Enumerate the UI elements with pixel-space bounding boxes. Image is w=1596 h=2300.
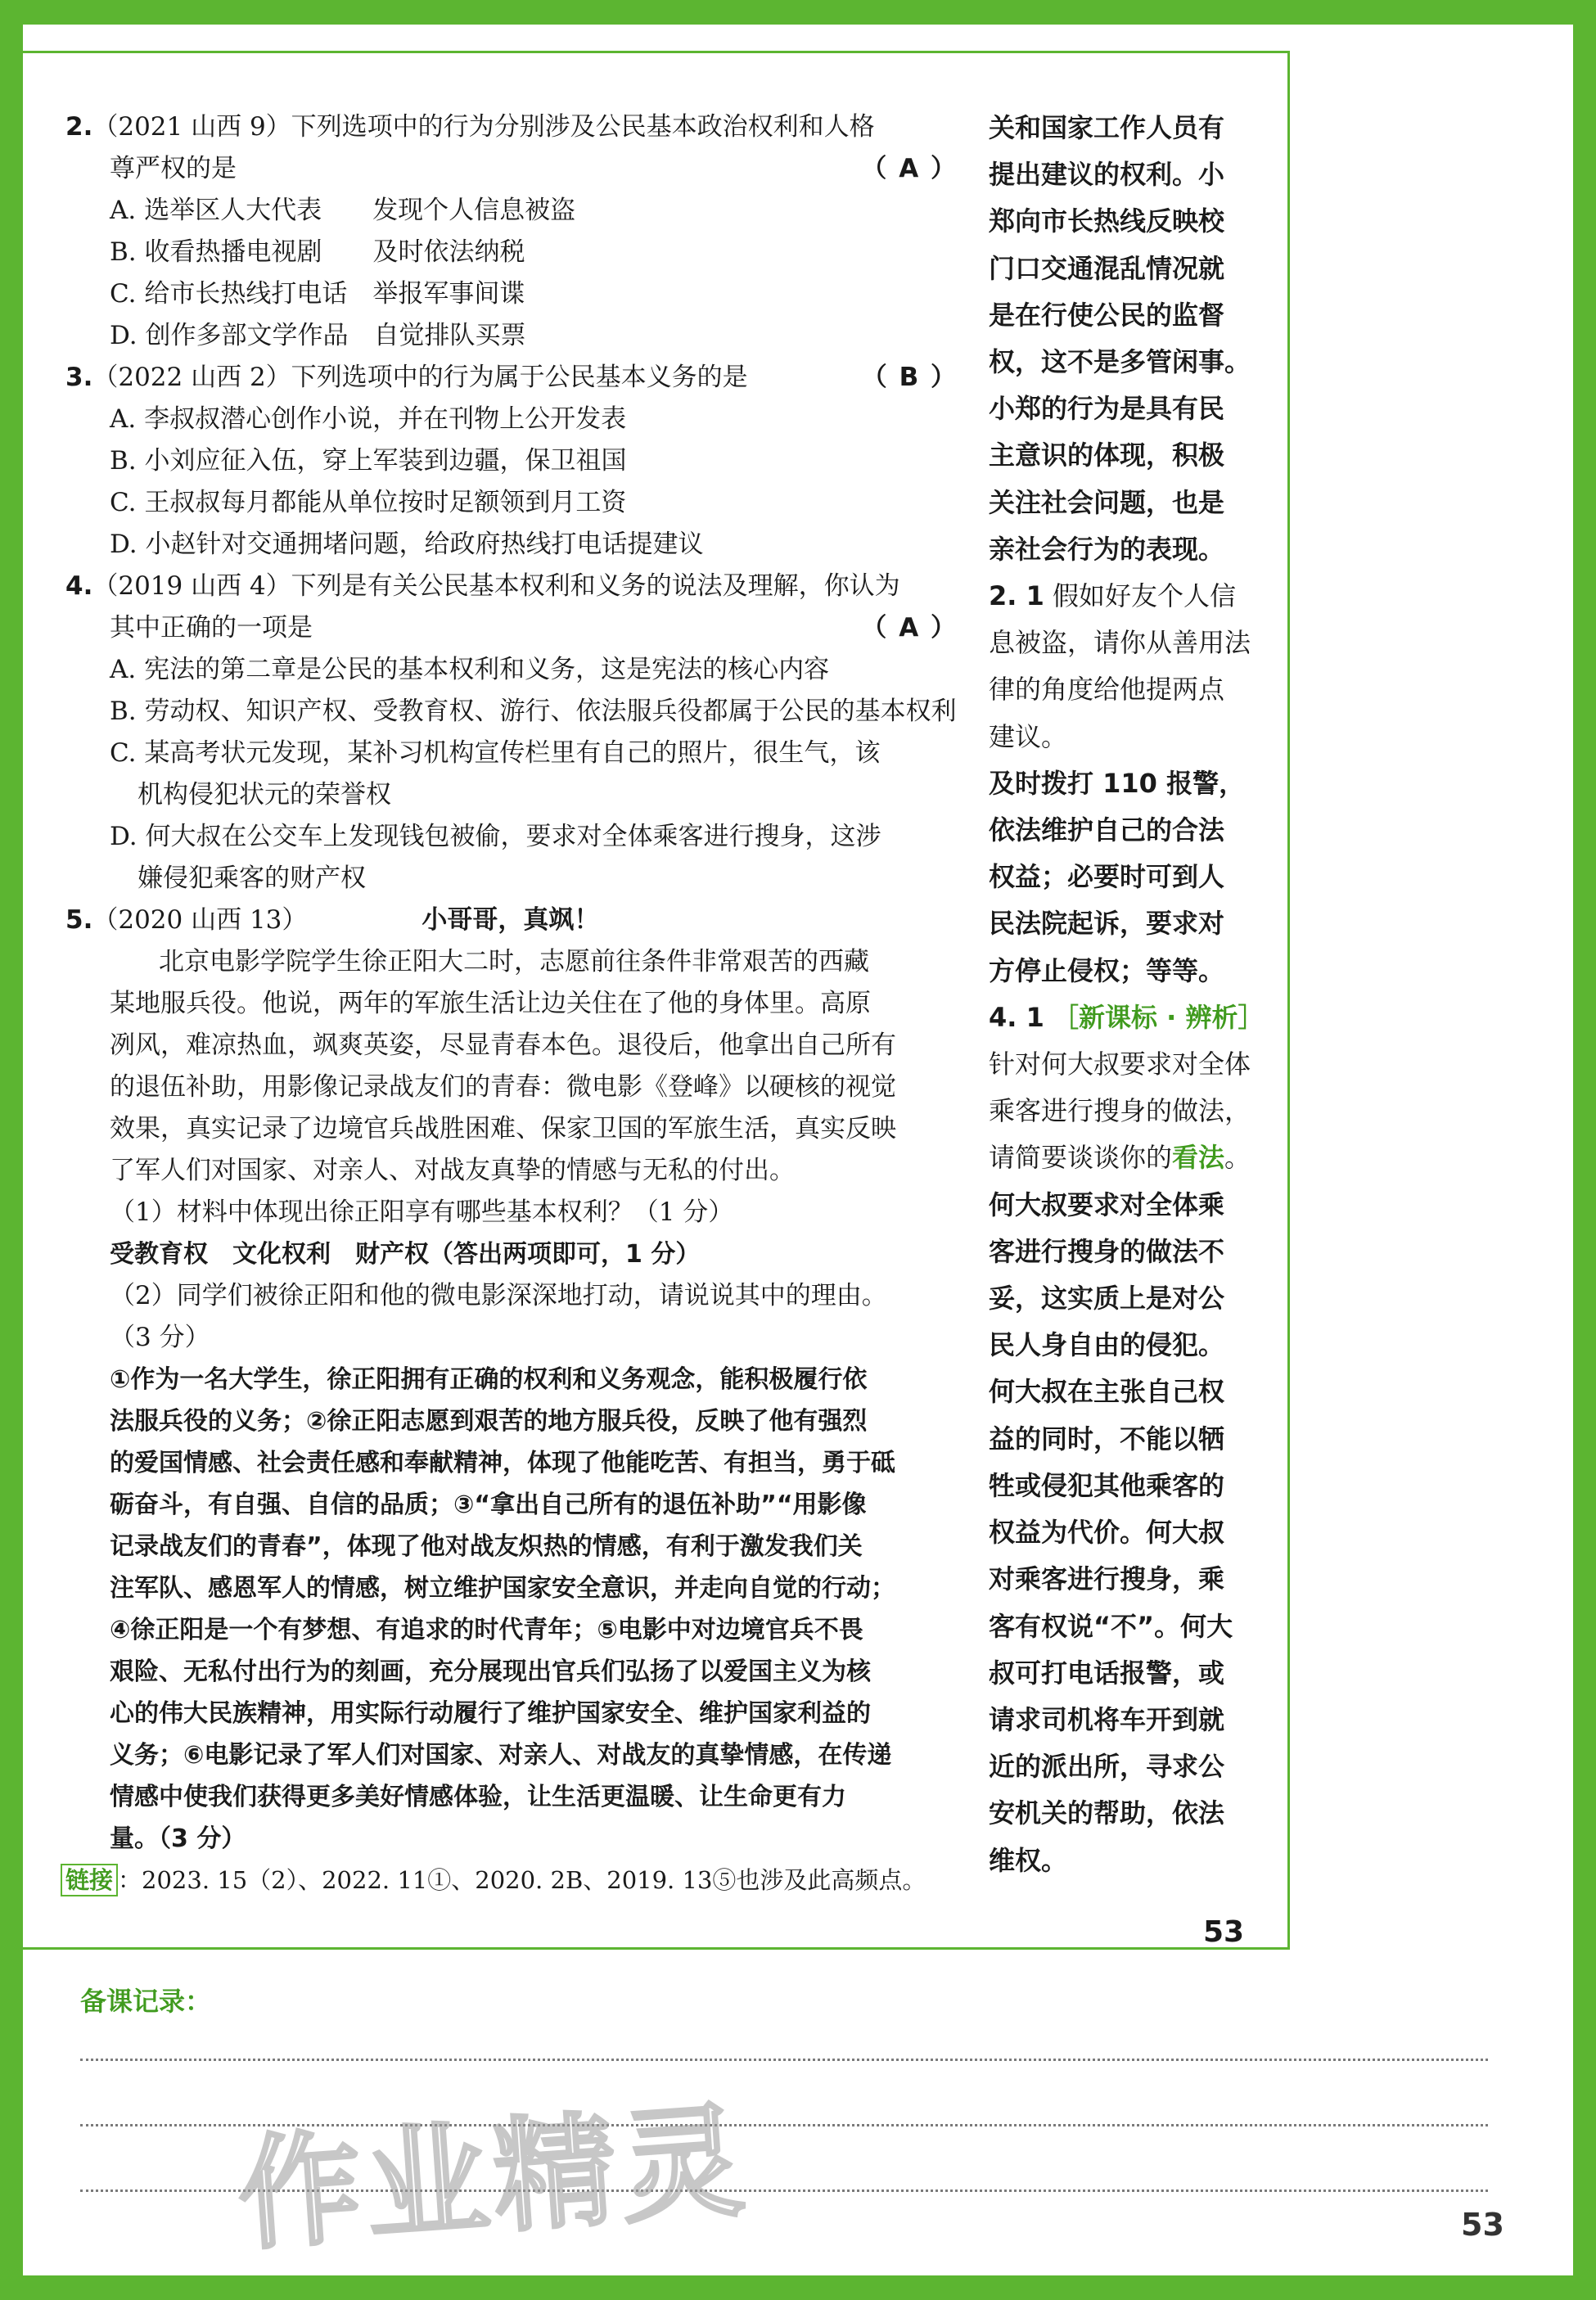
side-answer-line: 小郑的行为是具有民	[989, 393, 1225, 425]
side-column	[989, 105, 1283, 1884]
question-number: 5.	[65, 905, 93, 935]
side-answer-line: 牲或侵犯其他乘客的	[989, 1469, 1225, 1501]
side-question-number: 4. 1	[989, 1001, 1044, 1033]
side-question-line: 乘客进行搜身的做法，	[989, 1095, 1251, 1127]
answer-2-line: 法服兵役的义务；②徐正阳志愿到艰苦的地方服兵役，反映了他有强烈	[110, 1407, 868, 1436]
option: C. 给市长热线打电话 举报军事间谍	[110, 279, 525, 309]
side-answer-line: 客进行搜身的做法不	[989, 1235, 1225, 1267]
sub-question-2-cont: （3 分）	[110, 1323, 210, 1352]
question-source: （2020 山西 13）	[92, 905, 308, 935]
side-answer-line: 是在行使公民的监督	[989, 299, 1225, 331]
option: C. 某高考状元发现，某补习机构宣传栏里有自己的照片，很生气，该	[110, 738, 881, 768]
side-question-number: 2. 1	[989, 580, 1044, 612]
watermark-logo: 作业精灵	[233, 2090, 754, 2268]
material-title: 小哥哥，真飒！	[422, 905, 600, 935]
answer-2-line: 心的伟大民族精神，用实际行动履行了维护国家安全、维护国家利益的	[110, 1699, 871, 1728]
side-answer-line: 叔可打电话报警，或	[989, 1657, 1225, 1689]
side-answer-line: 对乘客进行搜身，乘	[989, 1563, 1225, 1595]
answer-2-line: 砺奋斗，有自强、自信的品质；③“拿出自己所有的退伍补助”“用影像	[110, 1490, 867, 1519]
question-stem-cont: 尊严权的是	[110, 154, 237, 183]
side-answer-line: 关注社会问题，也是	[989, 486, 1225, 518]
material-line: 某地服兵役。他说，两年的军旅生活让边关住在了他的身体里。高原	[110, 989, 871, 1018]
side-answer-line: 客有权说“不”。何大	[989, 1610, 1233, 1642]
side-question-line: 针对何大叔要求对全体	[989, 1049, 1251, 1080]
answer-2-line: 艰险、无私付出行为的刻画，充分展现出官兵们弘扬了以爱国主义为核	[110, 1657, 871, 1686]
side-answer-line: 依法维护自己的合法	[989, 814, 1225, 846]
question-number: 3.	[65, 363, 93, 392]
option: D. 何大叔在公交车上发现钱包被偷，要求对全体乘客进行搜身，这涉	[110, 822, 881, 851]
link-text: ：2023. 15（2）、2022. 11①、2020. 2B、2019. 13⑤也涉及此高频点。	[118, 1866, 926, 1894]
answer-1: 受教育权 文化权利 财产权（答出两项即可，1 分）	[110, 1240, 701, 1269]
side-answer-line: 门口交通混乱情况就	[989, 252, 1225, 284]
side-answer-line: 民人身自由的侵犯。	[989, 1329, 1225, 1361]
side-answer-line: 权益为代价。何大叔	[989, 1517, 1225, 1549]
question-3	[65, 357, 958, 566]
highlight-keyword: 看法	[1172, 1142, 1225, 1174]
side-answer-line: 郑向市长热线反映校	[989, 205, 1225, 237]
option-cont: 机构侵犯状元的荣誉权	[138, 780, 391, 810]
main-column	[65, 106, 958, 1901]
side-answer-line: 方停止侵权；等等。	[989, 954, 1225, 986]
page-number-outer: 53	[1461, 2207, 1504, 2243]
option: B. 劳动权、知识产权、受教育权、游行、依法服兵役都属于公民的基本权利	[110, 697, 957, 726]
material-line: 冽风，难凉热血，飒爽英姿，尽显青春本色。退役后，他拿出自己所有	[110, 1030, 896, 1060]
option: C. 王叔叔每月都能从单位按时足额领到月工资	[110, 488, 627, 517]
lesson-notes-label: 备课记录：	[80, 1986, 212, 2017]
answer-2-line: ④徐正阳是一个有梦想、有追求的时代青年；⑤电影中对边境官兵不畏	[110, 1616, 863, 1644]
side-question-line: 请简要谈谈你的	[989, 1142, 1173, 1174]
side-answer-line: 益的同时，不能以牺	[989, 1423, 1225, 1454]
answer-2-line: 记录战友们的青春”，体现了他对战友炽热的情感，有利于激发我们关	[110, 1532, 863, 1561]
side-answer-line: 何大叔在主张自己权	[989, 1376, 1225, 1408]
question-stem: （2019 山西 4）下列是有关公民基本权利和义务的说法及理解，你认为	[92, 571, 900, 601]
side-question-line: 假如好友个人信	[1044, 580, 1237, 612]
answer-2-line: 量。（3 分）	[110, 1824, 246, 1853]
side-answer-line: 安机关的帮助，依法	[989, 1797, 1225, 1829]
question-2	[65, 106, 958, 357]
new-curriculum-tag: ［新课标 · 辨析］	[1053, 1001, 1265, 1033]
side-answer-line: 近的派出所，寻求公	[989, 1751, 1225, 1783]
material-line: 北京电影学院学生徐正阳大二时，志愿前往条件非常艰苦的西藏	[159, 947, 869, 976]
side-question-line: 息被盗，请你从善用法	[989, 627, 1251, 659]
question-5	[65, 900, 958, 1901]
option: D. 小赵针对交通拥堵问题，给政府热线打电话提建议	[110, 530, 704, 559]
side-answer-line: 关和国家工作人员有	[989, 112, 1225, 143]
material-line: 效果，真实记录了边境官兵战胜困难、保家卫国的军旅生活，真实反映	[110, 1114, 896, 1143]
option: A. 选举区人大代表 发现个人信息被盗	[110, 196, 576, 225]
answer-2-line: 义务；⑥电影记录了军人们对国家、对亲人、对战友的真挚情感，在传递	[110, 1741, 892, 1770]
option-cont: 嫌侵犯乘客的财产权	[138, 864, 366, 893]
answer-badge: （ A ）	[861, 613, 958, 643]
question-stem: （2021 山西 9）下列选项中的行为分别涉及公民基本政治权利和人格	[92, 112, 875, 142]
side-answer-line: 维权。	[989, 1844, 1068, 1876]
answer-2-line: 的爱国情感、社会责任感和奉献精神，体现了他能吃苦、有担当，勇于砥	[110, 1449, 895, 1477]
option: B. 收看热播电视剧 及时依法纳税	[110, 237, 525, 267]
page-number-inner: 53	[1203, 1915, 1245, 1949]
side-answer-line: 亲社会行为的表现。	[989, 533, 1225, 565]
question-4	[65, 566, 958, 900]
side-answer-line: 及时拨打 110 报警，	[989, 767, 1246, 799]
option: D. 创作多部文学作品 自觉排队买票	[110, 321, 526, 350]
side-question-line: 律的角度给他提两点	[989, 674, 1225, 706]
option: A. 李叔叔潜心创作小说，并在刊物上公开发表	[110, 404, 627, 434]
answer-2-line: 注军队、感恩军人的情感，树立维护国家安全意识，并走向自觉的行动；	[110, 1574, 895, 1603]
option: B. 小刘应征入伍，穿上军装到边疆，保卫祖国	[110, 446, 627, 476]
answer-2-line: 情感中使我们获得更多美好情感体验，让生活更温暖、让生命更有力	[110, 1783, 846, 1811]
side-answer-line: 何大叔要求对全体乘	[989, 1188, 1225, 1220]
sub-question-1: （1）材料中体现出徐正阳享有哪些基本权利？（1 分）	[110, 1197, 734, 1227]
link-tag: 链接	[61, 1864, 118, 1896]
side-question-line: 建议。	[989, 720, 1068, 752]
question-number: 4.	[65, 571, 93, 601]
side-question-punct: 。	[1224, 1142, 1251, 1174]
answer-badge: （ A ）	[861, 154, 958, 183]
side-answer-line: 提出建议的权利。小	[989, 159, 1225, 191]
answer-badge: （ B ）	[861, 363, 958, 392]
sub-question-2: （2）同学们被徐正阳和他的微电影深深地打动，请说说其中的理由。	[110, 1281, 887, 1310]
side-answer-line: 主意识的体现，积极	[989, 440, 1225, 471]
answer-2-line: ①作为一名大学生，徐正阳拥有正确的权利和义务观念，能积极履行依	[110, 1365, 868, 1394]
side-answer-line: 民法院起诉，要求对	[989, 908, 1225, 940]
material-line: 了军人们对国家、对亲人、对战友真挚的情感与无私的付出。	[110, 1156, 795, 1185]
side-answer-line: 权，这不是多管闲事。	[989, 346, 1251, 378]
material-line: 的退伍补助，用影像记录战友们的青春：微电影《登峰》以硬核的视觉	[110, 1072, 896, 1102]
option: A. 宪法的第二章是公民的基本权利和义务，这是宪法的核心内容	[110, 655, 830, 684]
notes-line[interactable]	[80, 2059, 1488, 2061]
side-answer-line: 请求司机将车开到就	[989, 1703, 1225, 1735]
question-stem-cont: 其中正确的一项是	[110, 613, 313, 643]
question-stem: （2022 山西 2）下列选项中的行为属于公民基本义务的是	[92, 363, 748, 392]
question-number: 2.	[65, 112, 93, 142]
side-answer-line: 权益；必要时可到人	[989, 861, 1225, 893]
side-answer-line: 妥，这实质上是对公	[989, 1283, 1225, 1315]
